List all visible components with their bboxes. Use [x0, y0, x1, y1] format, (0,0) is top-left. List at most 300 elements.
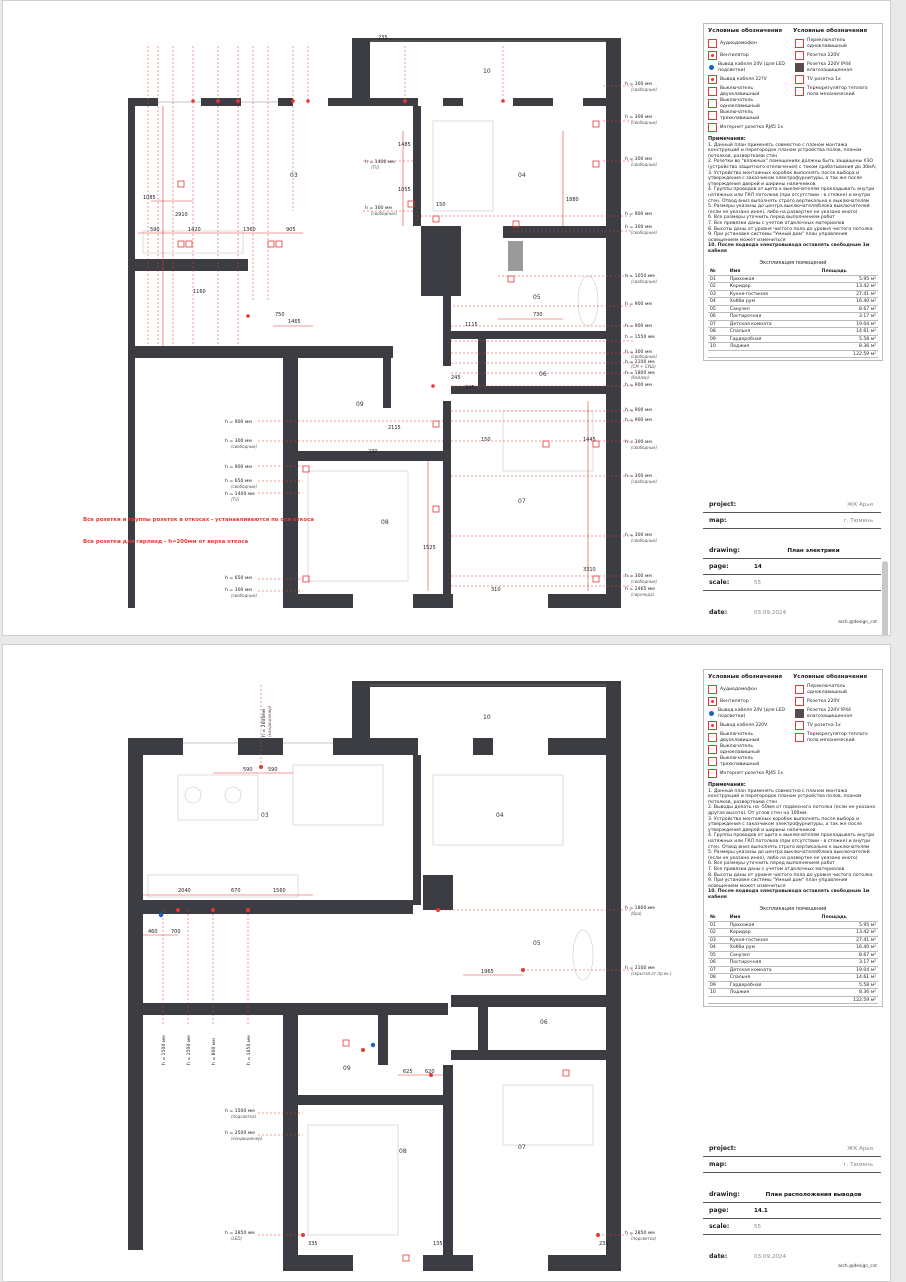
cable-24v-icon — [708, 710, 715, 717]
dimension-value: 235 — [599, 1241, 609, 1247]
legend-item-label: Вентилятор — [720, 52, 749, 58]
legend-item-label: Терморегулятор теплого пола механический — [807, 86, 868, 97]
wall — [278, 98, 293, 106]
table-cell: Санузел — [728, 951, 820, 959]
room-number: 07 — [518, 498, 526, 505]
table-cell: Постирочная — [728, 959, 820, 967]
height-labels-left — [225, 159, 397, 598]
table-cell: 122.59 м² — [820, 350, 878, 358]
svg-text:(подсветка): (подсветка) — [231, 1114, 257, 1119]
table-cell: Постирочная — [728, 313, 820, 321]
legend-grid — [704, 682, 882, 781]
floor-plan-electrical — [3, 1, 703, 635]
legend-item-label: Выключатель одноклавишный — [720, 98, 760, 109]
tv-socket-icon — [795, 75, 804, 84]
table-header-cell: № — [708, 914, 728, 921]
legend-item — [708, 62, 791, 73]
table-cell: 03 — [708, 290, 728, 298]
notes-block — [704, 135, 882, 256]
svg-text:(свободные): (свободные) — [231, 484, 258, 489]
pass-switch-icon — [795, 685, 804, 694]
date-key: date: — [709, 1253, 728, 1260]
svg-text:h = 1650 мм: h = 1650 мм — [247, 1035, 252, 1065]
wall — [128, 98, 158, 106]
svg-text:h = 1800 мм: h = 1800 мм — [625, 371, 655, 376]
page-value: 14.1 — [754, 1207, 768, 1214]
svg-text:h = 2600мм: h = 2600мм — [262, 708, 267, 737]
table-cell: 02 — [708, 283, 728, 291]
room-number: 08 — [381, 519, 389, 526]
table-cell — [708, 350, 728, 358]
table-cell: 27.41 м² — [820, 936, 878, 944]
table-row — [708, 305, 878, 313]
svg-text:(свободные): (свободные) — [631, 120, 658, 125]
socket-ip44-icon — [795, 63, 804, 72]
table-cell — [728, 350, 820, 358]
table-header-cell: Имя — [728, 268, 820, 275]
map-value: г. Тюмень — [843, 517, 873, 524]
legend-item — [708, 744, 791, 755]
legend-item-label: Розетка 220V — [807, 698, 840, 704]
table-cell: 01 — [708, 921, 728, 929]
wall — [423, 875, 453, 910]
drawing-key: drawing: — [709, 547, 740, 554]
table-cell: 09 — [708, 335, 728, 343]
date-key: date: — [709, 609, 728, 616]
legend-item — [708, 86, 791, 97]
dimension-value: 310 — [491, 587, 501, 593]
wall — [413, 594, 453, 608]
table-cell: Спальня — [728, 328, 820, 336]
table-row — [708, 936, 878, 944]
room-number: 08 — [399, 1148, 407, 1155]
socket-icon — [343, 1040, 569, 1261]
svg-text:(СМ + СУШ): (СМ + СУШ) — [631, 364, 656, 369]
wall — [421, 226, 461, 296]
svg-text:h = 650 мм: h = 650 мм — [225, 576, 252, 581]
svg-text:h = 300 мм: h = 300 мм — [625, 157, 652, 162]
wall — [478, 1007, 488, 1057]
wall — [583, 98, 621, 106]
table-cell — [728, 996, 820, 1004]
author-credit: arch.@design_cvt — [838, 1264, 877, 1269]
dimension-value: 1085 — [143, 195, 156, 201]
svg-text:(свободные): (свободные) — [631, 230, 658, 235]
legend-item-label: Переключатель одноклавишный — [807, 38, 847, 49]
table-cell: 14.61 м² — [820, 974, 878, 982]
drawing-value: План расположения выводов — [765, 1191, 862, 1198]
svg-text:(свободные): (свободные) — [631, 162, 658, 167]
socket-ip44-icon — [795, 709, 804, 718]
table-cell: 5.58 м² — [820, 335, 878, 343]
table-row — [708, 313, 878, 321]
legend-item-label: Выключатель трехклавишный — [720, 756, 760, 767]
svg-text:h = 300 мм: h = 300 мм — [625, 440, 652, 445]
legend-item-label: Интернет розетка RJ45 1х — [720, 770, 784, 776]
dimension-value: 620 — [425, 1069, 435, 1075]
svg-text:h = 1400 мм: h = 1400 мм — [365, 160, 395, 165]
svg-text:h = 300 мм: h = 300 мм — [225, 588, 252, 593]
notes-title: Примечания: — [708, 782, 746, 788]
wall — [606, 681, 621, 1271]
switch-single-icon — [708, 745, 717, 754]
legend-item — [708, 720, 791, 731]
svg-text:h = 1500 мм: h = 1500 мм — [225, 1109, 255, 1114]
table-cell: 8.36 м² — [820, 989, 878, 997]
wall — [352, 681, 370, 755]
scrollbar[interactable] — [882, 561, 888, 636]
note-item: 9. При установке системы "Умный дом" план управления освещением может измениться — [708, 878, 848, 889]
table-row — [708, 959, 878, 967]
svg-text:(свободные): (свободные) — [631, 279, 658, 284]
legend-item-label: Аудиодомофон — [720, 686, 757, 692]
svg-text:h = 300 мм: h = 300 мм — [625, 474, 652, 479]
svg-text:h = 900 мм: h = 900 мм — [625, 212, 652, 217]
cable-24v-icon — [159, 913, 375, 1047]
wall — [352, 681, 620, 687]
wall — [283, 1255, 353, 1271]
dimension-value: 2115 — [388, 425, 401, 431]
note-item: 4. Группы проводов от щита к выключателям прокладывать внутри натяжных или ГКЛ потолков (при отсутствии - в стяжке) и внутри стен. Отвод вниз выполнять строго вертикально к выключателям — [708, 187, 875, 204]
legend-item — [795, 122, 878, 133]
project-key: project: — [709, 1145, 737, 1152]
table-cell: 05 — [708, 951, 728, 959]
table-cell: Спальня — [728, 974, 820, 982]
legend-item-label: Выключатель двухклавишный — [720, 86, 760, 97]
map-key: map: — [709, 517, 727, 524]
table-cell: 27.41 м² — [820, 290, 878, 298]
svg-text:(подсветка): (подсветка) — [631, 1236, 657, 1241]
table-cell: 03 — [708, 936, 728, 944]
dimension-value: 1055 — [398, 187, 411, 193]
table-cell: 07 — [708, 966, 728, 974]
wall — [128, 1003, 448, 1015]
note-item: 8. Высоты даны от уровня чистого пола до уровня чистого потолка — [708, 872, 873, 878]
legend-item — [795, 696, 878, 707]
wall — [263, 346, 393, 358]
height-labels-left — [225, 1108, 263, 1241]
table-cell: Кухня-гостиная — [728, 290, 820, 298]
legend-item — [708, 696, 791, 707]
svg-text:h = 300 мм: h = 300 мм — [625, 574, 652, 579]
svg-text:h = 300 мм: h = 300 мм — [625, 533, 652, 538]
table-row — [708, 966, 878, 974]
table-cell: 10 — [708, 343, 728, 351]
title-block — [703, 497, 881, 625]
wall — [548, 1255, 621, 1271]
legend-box — [703, 669, 883, 1007]
legend-item-label: Вентилятор — [720, 698, 749, 704]
table-cell: Хобби рум — [728, 944, 820, 952]
rooms-title: Экспликация помещений — [759, 260, 827, 267]
table-cell: 02 — [708, 929, 728, 937]
legend-item — [708, 732, 791, 743]
wall — [413, 755, 421, 905]
socket-icon — [795, 51, 804, 60]
note-item: 2. Выводы делать на -50мм от подвесного потолка (если не указано другая высота). От углов стен на 100мм. — [708, 805, 876, 816]
table-cell: Детская комната — [728, 320, 820, 328]
svg-text:h = 300 мм: h = 300 мм — [225, 439, 252, 444]
svg-text:(кондиционер): (кондиционер) — [267, 705, 272, 737]
dimension-value: 590 — [268, 767, 278, 773]
svg-text:h = 300 мм: h = 300 мм — [625, 350, 652, 355]
switch-single-icon — [708, 99, 717, 108]
note-item: 3. Устройство монтажных коробок выполнять после выбора и утверждения с заказчиком электрофурнитуры, а так же после утверждения дверей и ширины наличников — [708, 170, 863, 187]
table-row — [708, 944, 878, 952]
table-row — [708, 335, 878, 343]
table-cell: Прихожая — [728, 921, 820, 929]
legend-item — [795, 110, 878, 121]
rj45-icon — [708, 123, 717, 132]
legend-box — [703, 23, 883, 361]
dimension-value: 905 — [286, 227, 296, 233]
svg-text:h = 2100 мм: h = 2100 мм — [625, 966, 655, 971]
table-cell: 14.61 м² — [820, 328, 878, 336]
svg-text:(свободные): (свободные) — [631, 445, 658, 450]
wall — [283, 1015, 298, 1270]
table-cell: Прихожая — [728, 275, 820, 283]
table-row — [708, 951, 878, 959]
legend-item-label: Аудиодомофон — [720, 40, 757, 46]
rj45-icon — [708, 769, 717, 778]
dimension-value: 2040 — [178, 888, 191, 894]
author-credit: arch.@design_cvt — [838, 620, 877, 625]
legend-item — [795, 708, 878, 719]
wall — [451, 995, 606, 1007]
table-cell: 06 — [708, 313, 728, 321]
wall — [143, 900, 413, 914]
note-item: 9. При установке системы "Умный дом" план управления освещением может измениться — [708, 232, 848, 243]
wall — [128, 945, 143, 1003]
scale-value: 55 — [754, 579, 762, 586]
drawing-key: drawing: — [709, 1191, 740, 1198]
legend-item — [708, 684, 791, 695]
legend-item — [708, 74, 791, 85]
project-value: ЖК Арья — [847, 501, 873, 508]
wall — [443, 401, 451, 608]
wall — [383, 358, 391, 408]
svg-text:h = 300 мм: h = 300 мм — [625, 115, 652, 120]
switch-triple-icon — [708, 757, 717, 766]
wall — [378, 1015, 388, 1065]
svg-text:(свободные): (свободные) — [371, 211, 398, 216]
legend-item — [795, 720, 878, 731]
dimension-value: 2910 — [175, 212, 188, 218]
legend-item — [795, 74, 878, 85]
table-row — [708, 320, 878, 328]
table-row — [708, 343, 878, 351]
table-row — [708, 929, 878, 937]
dimension-value: 1360 — [243, 227, 256, 233]
thermostat-icon — [795, 733, 804, 742]
legend-item — [708, 756, 791, 767]
scale-value: 55 — [754, 1223, 762, 1230]
switch-double-icon — [708, 87, 717, 96]
legend-item-label: Терморегулятор теплого пола механический — [807, 732, 868, 743]
table-cell: 122.59 м² — [820, 996, 878, 1004]
table-cell: 16.40 м² — [820, 298, 878, 306]
wall — [423, 1255, 473, 1271]
legend-item — [795, 98, 878, 109]
svg-text:h = 2465 мм: h = 2465 мм — [625, 587, 655, 592]
table-cell: Хобби рум — [728, 298, 820, 306]
wall — [283, 358, 298, 608]
table-cell: Гардеробная — [728, 335, 820, 343]
table-cell: Детская комната — [728, 966, 820, 974]
legend-item-label: Выключатель двухклавишный — [720, 732, 760, 743]
dimension-value: 1115 — [465, 322, 478, 328]
intercom-icon — [708, 39, 717, 48]
wall — [378, 98, 418, 106]
legend-grid — [704, 36, 882, 135]
dimension-value: 235 — [378, 35, 388, 41]
dimension-value: 150 — [481, 437, 491, 443]
svg-text:(свободные): (свободные) — [231, 593, 258, 598]
legend-item — [795, 86, 878, 97]
socket-icon — [795, 697, 804, 706]
svg-text:(LED): (LED) — [231, 1236, 242, 1241]
legend-item — [795, 732, 878, 743]
table-row — [708, 981, 878, 989]
svg-text:h = 900 мм: h = 900 мм — [225, 465, 252, 470]
legend-item-label: Переключатель одноклавишный — [807, 684, 847, 695]
svg-text:(скрытая от пр.ек.): (скрытая от пр.ек.) — [631, 971, 672, 976]
rooms-table — [708, 914, 878, 1004]
svg-text:h = 1500 мм: h = 1500 мм — [187, 1035, 192, 1065]
svg-text:h = 1550 мм: h = 1550 мм — [625, 335, 655, 340]
rooms-title: Экспликация помещений — [759, 906, 827, 913]
table-row — [708, 989, 878, 997]
wall — [513, 98, 553, 106]
wall — [298, 1095, 448, 1105]
room-number: 09 — [356, 401, 364, 408]
table-cell: 04 — [708, 944, 728, 952]
pass-switch-icon — [795, 39, 804, 48]
legend-item-label: Вывод кабеля 22?V — [720, 76, 767, 82]
table-cell: Коридор — [728, 929, 820, 937]
dimension-value: 1445 — [583, 437, 596, 443]
note-item: 10. После подвода электровывода оставлять свободным 1м кабеля — [708, 243, 870, 254]
table-cell: 07 — [708, 320, 728, 328]
legend-heading: Условные обозначения — [708, 28, 783, 34]
legend-item-label: TV розетка 1х — [807, 76, 841, 82]
dimension-value: 670 — [231, 888, 241, 894]
drawing-sheet-electrical-plan — [2, 0, 891, 636]
dimension-value: 1465 — [288, 319, 301, 325]
room-number: 04 — [496, 812, 504, 819]
fan-icon — [708, 51, 717, 60]
svg-text:(свободные): (свободные) — [631, 579, 658, 584]
table-cell: 8.67 м² — [820, 305, 878, 313]
title-block — [703, 1141, 881, 1269]
dimension-value: 1880 — [566, 197, 579, 203]
table-header-cell: Площадь — [820, 268, 878, 275]
room-number: 06 — [540, 1019, 548, 1026]
wall — [128, 346, 263, 358]
wall — [473, 738, 493, 755]
table-row — [708, 921, 878, 929]
legend-item — [708, 98, 791, 109]
wall — [451, 1050, 606, 1060]
wall — [451, 331, 606, 339]
table-cell: Лоджия — [728, 343, 820, 351]
table-cell — [708, 996, 728, 1004]
rooms-table — [708, 268, 878, 358]
legend-item-label: Выключатель трехклавишный — [720, 110, 760, 121]
table-cell: 13.42 м² — [820, 283, 878, 291]
dimension-value: 150 — [436, 202, 446, 208]
legend-item-label: Розетка 220V IP44 влагозащищенная — [807, 708, 852, 719]
table-cell: 06 — [708, 959, 728, 967]
switch-triple-icon — [708, 111, 717, 120]
svg-text:(свободные): (свободные) — [631, 354, 658, 359]
table-header-row — [708, 914, 878, 921]
room-number: 06 — [539, 371, 547, 378]
table-cell: 3.17 м² — [820, 959, 878, 967]
svg-text:h = 300 мм: h = 300 мм — [625, 82, 652, 87]
map-value: г. Тюмень — [843, 1161, 873, 1168]
wall — [413, 106, 421, 226]
table-cell: 10 — [708, 989, 728, 997]
floor-plan-outlets — [3, 645, 703, 1281]
legend-item — [708, 38, 791, 49]
dimension-value: 135 — [433, 1241, 443, 1247]
notes-block — [704, 781, 882, 902]
dimension-value: 1965 — [481, 969, 494, 975]
legend-item-label: Вывод кабеля 24V (для LED подсветки) — [718, 708, 785, 719]
dimension-value: 3310 — [583, 567, 596, 573]
note-item: 5. Размеры указаны до центра выключателя/блока выключателей (если не указано иное), либо на развертке не указано иного) — [708, 204, 870, 215]
legend-item — [795, 50, 878, 61]
wall — [352, 38, 620, 42]
note-item: 4. Группы проводов от щита к выключателям прокладывать внутри натяжных или ГКЛ потолков (при отсутствии - в стяжке) и внутри стен. Отвод вниз выполнять строго вертикально к выключателям — [708, 833, 875, 850]
page-value: 14 — [754, 563, 762, 570]
legend-item-label: Вывод кабеля 220V — [720, 722, 768, 728]
legend-item-label: Интернет розетка RJ45 1х — [720, 124, 784, 130]
note-item: 5. Размеры указаны до центра выключателя/блока выключателей (если не указано иное), либо на развертке не указано иного) — [708, 850, 870, 861]
table-cell: 04 — [708, 298, 728, 306]
wall — [503, 226, 606, 238]
legend-item — [795, 744, 878, 755]
table-cell: 5.95 м² — [820, 275, 878, 283]
dimension-value: 245 — [451, 375, 461, 381]
legend-item-label: Розетка 220V IP44 влагозащищенная — [807, 62, 852, 73]
red-note-garland: Все розетки для гирлянд - h=200мм от верха откоса — [83, 539, 249, 545]
legend-item — [708, 50, 791, 61]
svg-text:(TV): (TV) — [371, 165, 380, 170]
table-cell: Санузел — [728, 305, 820, 313]
legend-item — [795, 768, 878, 779]
table-header-row — [708, 268, 878, 275]
dimension-value: 230 — [368, 449, 378, 455]
dimension-value: 245 — [465, 385, 475, 391]
table-row — [708, 290, 878, 298]
height-labels-right — [625, 81, 657, 597]
wall — [606, 38, 621, 608]
svg-text:(бойлер): (бойлер) — [631, 375, 650, 380]
legend-item — [708, 122, 791, 133]
legend-item — [708, 768, 791, 779]
date-value: 03.09.2024 — [754, 609, 787, 616]
dimension-value: 335 — [308, 1241, 318, 1247]
svg-text:h = 900 мм: h = 900 мм — [625, 302, 652, 307]
note-item: 6. Все размеры уточнить перед выполнением работ — [708, 861, 835, 867]
table-cell: 16.40 м² — [820, 944, 878, 952]
svg-text:h = 1050 мм: h = 1050 мм — [625, 274, 655, 279]
note-item: 2. Розетки во "влажных" помещениях должны быть защищены УЗО (устройство защитного отключения) с током срабатывания до 30мА; — [708, 159, 877, 170]
project-value: ЖК Арья — [847, 1145, 873, 1152]
cable-220v-icon — [708, 721, 717, 730]
